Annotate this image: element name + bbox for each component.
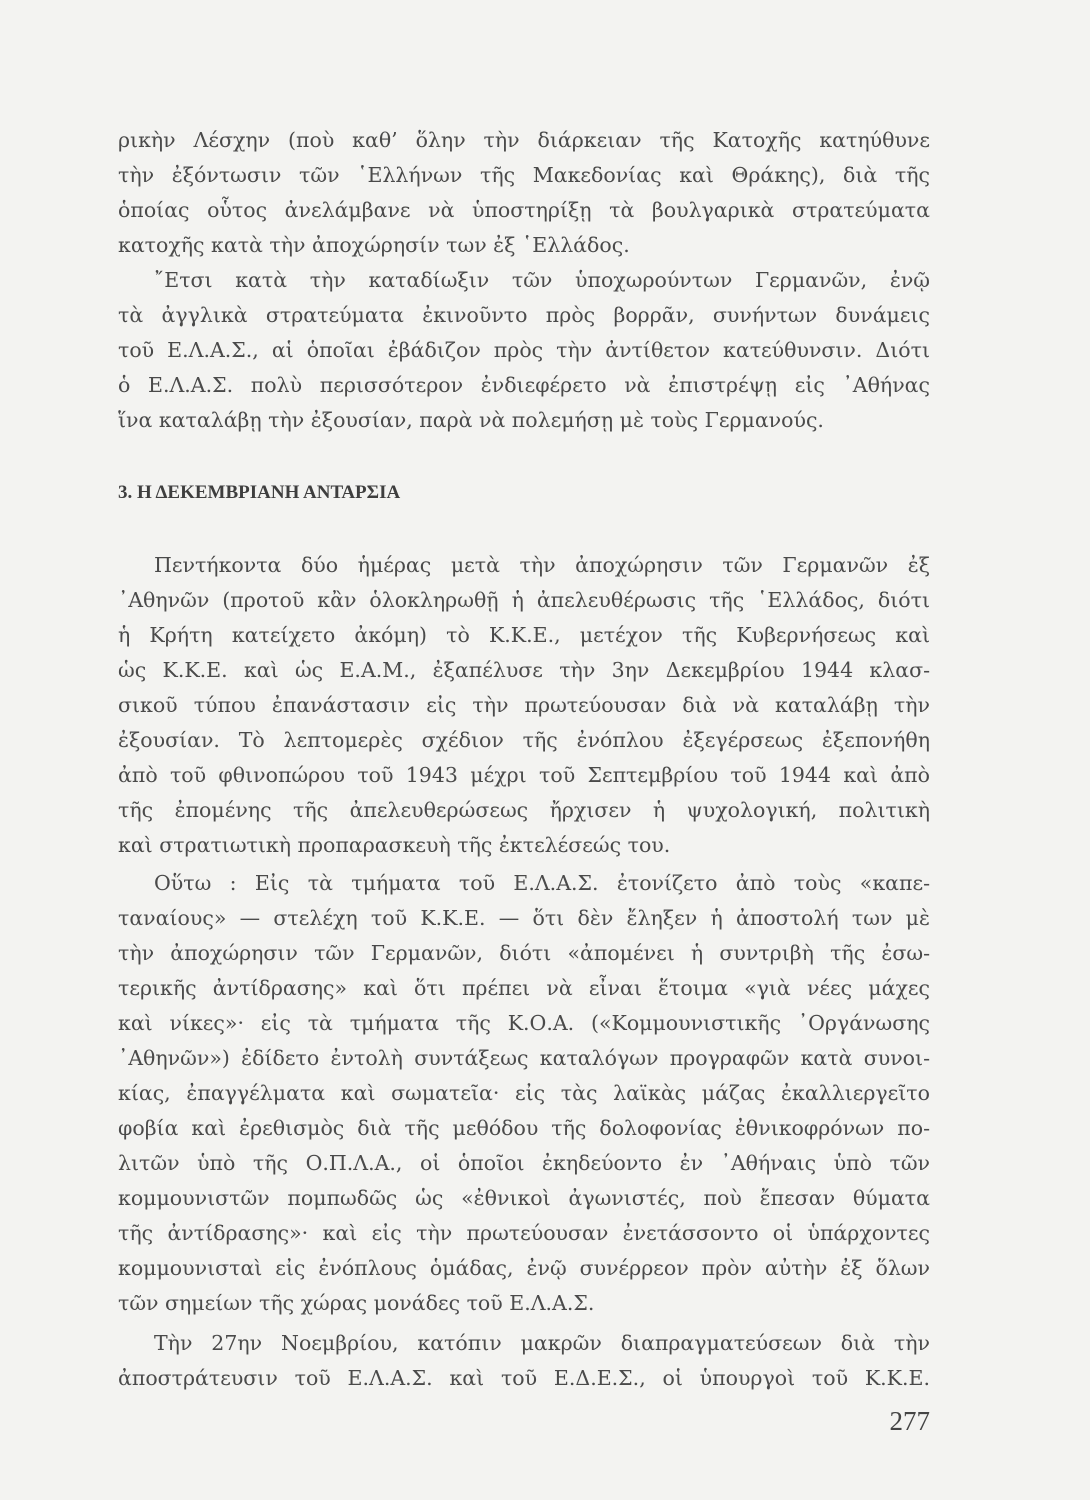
text-line: ταναίους» — στελέχη τοῦ Κ.Κ.Ε. — ὅτι δὲν ἔληξεν ἡ ἀποστολή των μὲ [118, 906, 930, 930]
paragraph-occupation [118, 123, 930, 438]
text-line: Πεντήκοντα δύο ἡμέρας μετὰ τὴν ἀποχώρησιν τῶν Γερμανῶν ἐξ [154, 553, 930, 577]
text-line: καὶ νίκες»· εἰς τὰ τμήματα τῆς Κ.Ο.Α. («Κομμουνιστικῆς ᾿Οργάνωσης [118, 1011, 930, 1035]
text-line: ὡς Κ.Κ.Ε. καὶ ὡς Ε.Α.Μ., ἐξαπέλυσε τὴν 3ην Δεκεμβρίου 1944 κλασ- [118, 658, 930, 682]
section-heading: 3. Η ΔΕΚΕΜΒΡΙΑΝΗ ΑΝΤΑΡΣΙΑ [118, 482, 401, 503]
text-line: καὶ στρατιωτικὴ προπαρασκευὴ τῆς ἐκτελέσεώς του. [118, 833, 671, 857]
paragraph-thus [118, 866, 930, 1321]
paragraph-november-27 [118, 1326, 930, 1396]
text-line: τὰ ἀγγλικὰ στρατεύματα ἐκινοῦντο πρὸς βορρᾶν, συνήντων δυνάμεις [118, 303, 930, 327]
text-line: ῎Ετσι κατὰ τὴν καταδίωξιν τῶν ὑποχωρούντων Γερμανῶν, ἐνῷ [154, 268, 930, 292]
text-line: ἵνα καταλάβῃ τὴν ἐξουσίαν, παρὰ νὰ πολεμήσῃ μὲ τοὺς Γερμανούς. [118, 408, 824, 432]
text-line: λιτῶν ὑπὸ τῆς Ο.Π.Λ.Α., οἱ ὁποῖοι ἐκηδεύοντο ἐν ᾿Αθήναις ὑπὸ τῶν [118, 1151, 930, 1175]
text-line: σικοῦ τύπου ἐπανάστασιν εἰς τὴν πρωτεύουσαν διὰ νὰ καταλάβῃ τὴν [118, 693, 930, 717]
page-number: 277 [889, 1406, 930, 1436]
text-line: ᾿Αθηνῶν (προτοῦ κἂν ὁλοκληρωθῇ ἡ ἀπελευθέρωσις τῆς ῾Ελλάδος, διότι [118, 588, 930, 612]
text-line: κατοχῆς κατὰ τὴν ἀποχώρησίν των ἐξ ῾Ελλάδος. [118, 233, 630, 257]
text-line: φοβία καὶ ἐρεθισμὸς διὰ τῆς μεθόδου τῆς δολοφονίας ἐθνικοφρόνων πο- [118, 1116, 930, 1140]
text-line: τῆς ἀντίδρασης»· καὶ εἰς τὴν πρωτεύουσαν ἐνετάσσοντο οἱ ὑπάρχοντες [118, 1221, 930, 1245]
text-line: ᾿Αθηνῶν») ἐδίδετο ἐντολὴ συντάξεως καταλόγων προγραφῶν κατὰ συνοι- [118, 1046, 930, 1070]
text-line: τὴν ἐξόντωσιν τῶν ῾Ελλήνων τῆς Μακεδονίας καὶ Θράκης), διὰ τῆς [118, 163, 930, 187]
paragraph-fifty-two-days [118, 548, 930, 863]
text-line: ὁ Ε.Λ.Α.Σ. πολὺ περισσότερον ἐνδιεφέρετο νὰ ἐπιστρέψῃ εἰς ᾿Αθήνας [118, 373, 930, 397]
text-line: Οὕτω : Εἰς τὰ τμήματα τοῦ Ε.Λ.Α.Σ. ἐτονίζετο ἀπὸ τοὺς «καπε- [154, 871, 930, 895]
text-line: ρικὴν Λέσχην (ποὺ καθ’ ὅλην τὴν διάρκειαν τῆς Κατοχῆς κατηύθυνε [118, 128, 930, 152]
text-line: κομμουνισταὶ εἰς ἐνόπλους ὁμάδας, ἐνῷ συνέρρεον πρὸν αὐτὴν ἐξ ὅλων [118, 1256, 930, 1280]
text-line: ὁποίας οὗτος ἀνελάμβανε νὰ ὑποστηρίξῃ τὰ βουλγαρικὰ στρατεύματα [118, 198, 930, 222]
text-line: κομμουνιστῶν πομπωδῶς ὡς «ἐθνικοὶ ἀγωνιστές, ποὺ ἔπεσαν θύματα [118, 1186, 930, 1210]
text-line: τερικῆς ἀντίδρασης» καὶ ὅτι πρέπει νὰ εἶναι ἕτοιμα «γιὰ νέες μάχες [118, 976, 930, 1000]
text-line: ἐξουσίαν. Τὸ λεπτομερὲς σχέδιον τῆς ἐνόπλου ἐξεγέρσεως ἐξεπονήθη [118, 728, 930, 752]
text-line: Τὴν 27ην Νοεμβρίου, κατόπιν μακρῶν διαπραγματεύσεων διὰ τὴν [154, 1331, 930, 1355]
text-line: τοῦ Ε.Λ.Α.Σ., αἱ ὁποῖαι ἐβάδιζον πρὸς τὴν ἀντίθετον κατεύθυνσιν. Διότι [118, 338, 930, 362]
text-line: κίας, ἐπαγγέλματα καὶ σωματεῖα· εἰς τὰς λαϊκὰς μάζας ἐκαλλιεργεῖτο [118, 1081, 930, 1105]
text-line: ἡ Κρήτη κατείχετο ἀκόμη) τὸ Κ.Κ.Ε., μετέχον τῆς Κυβερνήσεως καὶ [118, 623, 930, 647]
text-line: τὴν ἀποχώρησιν τῶν Γερμανῶν, διότι «ἀπομένει ἡ συντριβὴ τῆς ἐσω- [118, 941, 930, 965]
text-line: ἀπὸ τοῦ φθινοπώρου τοῦ 1943 μέχρι τοῦ Σεπτεμβρίου τοῦ 1944 καὶ ἀπὸ [118, 763, 930, 787]
text-line: τῆς ἐπομένης τῆς ἀπελευθερώσεως ἤρχισεν ἡ ψυχολογική, πολιτικὴ [118, 798, 930, 822]
text-line: ἀποστράτευσιν τοῦ Ε.Λ.Α.Σ. καὶ τοῦ Ε.Δ.Ε.Σ., οἱ ὑπουργοὶ τοῦ Κ.Κ.Ε. [118, 1366, 930, 1390]
text-line: τῶν σημείων τῆς χώρας μονάδες τοῦ Ε.Λ.Α.Σ. [118, 1291, 595, 1315]
